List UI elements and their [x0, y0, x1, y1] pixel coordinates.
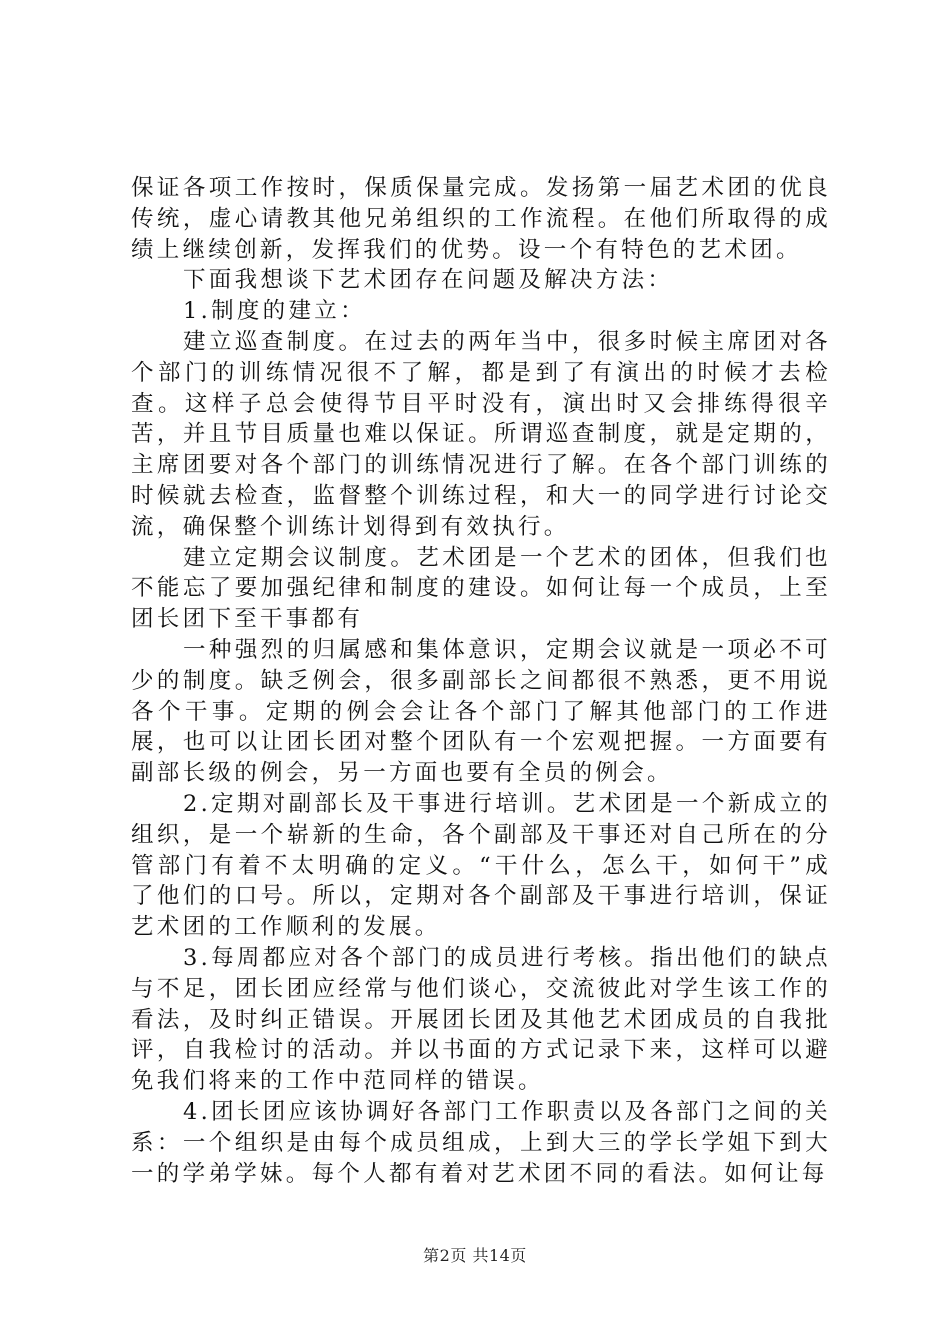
page-footer: 第2页 共14页 — [423, 1246, 527, 1265]
paragraph-patrol-system: 建立巡查制度。在过去的两年当中，很多时候主席团对各个部门的训练情况很不了解，都是到了有演出的时候才去检查。这样子总会使得节目平时没有，演出时又会排练得很辛苦，并且节目质量也难以保证。所谓巡查制度，就是定期的，主席团要对各个部门的训练情况进行了解。在各个部门训练的时候就去检查，监督整个训练过程，和大一的同学进行讨论交流，确保整个训练计划得到有效执行。 — [131, 328, 831, 540]
paragraph-meeting-system: 建立定期会议制度。艺术团是一个艺术的团体，但我们也不能忘了要加强纪律和制度的建设。如何让每一个成员，上至团长团下至干事都有 — [131, 544, 831, 633]
document-body — [131, 173, 831, 1189]
paragraph-item-3: 3.每周都应对各个部门的成员进行考核。指出他们的缺点与不足，团长团应经常与他们谈心，交流彼此对学生该工作的看法，及时纠正错误。开展团长团及其他艺术团成员的自我批评，自我检讨的活动。并以书面的方式记录下来，这样可以避免我们将来的工作中范同样的错误。 — [131, 944, 831, 1095]
paragraph-continuation: 保证各项工作按时，保质保量完成。发扬第一届艺术团的优良传统，虚心请教其他兄弟组织的工作流程。在他们所取得的成绩上继续创新，发挥我们的优势。设一个有特色的艺术团。 — [131, 175, 831, 263]
paragraph-item-2: 2.定期对副部长及干事进行培训。艺术团是一个新成立的组织，是一个崭新的生命，各个副部及干事还对自己所在的分管部门有着不太明确的定义。“干什么，怎么干，如何干”成了他们的口号。所以，定期对各个副部及干事进行培训，保证艺术团的工作顺利的发展。 — [131, 790, 831, 941]
paragraph-intro: 下面我想谈下艺术团存在问题及解决方法： — [183, 267, 674, 294]
paragraph-item-4: 4.团长团应该协调好各部门工作职责以及各部门之间的关系：一个组织是由每个成员组成，上到大三的学长学姐下到大一的学弟学妹。每个人都有着对艺术团不同的看法。如何让每 — [131, 1098, 831, 1187]
section-heading-1: 1.制度的建立： — [183, 298, 366, 325]
paragraph-meeting-system-cont: 一种强烈的归属感和集体意识，定期会议就是一项必不可少的制度。缺乏例会，很多副部长之间都很不熟悉，更不用说各个干事。定期的例会会让各个部门了解其他部门的工作进展，也可以让团长团对整个团队有一个宏观把握。一方面要有副部长级的例会，另一方面也要有全员的例会。 — [131, 636, 831, 787]
